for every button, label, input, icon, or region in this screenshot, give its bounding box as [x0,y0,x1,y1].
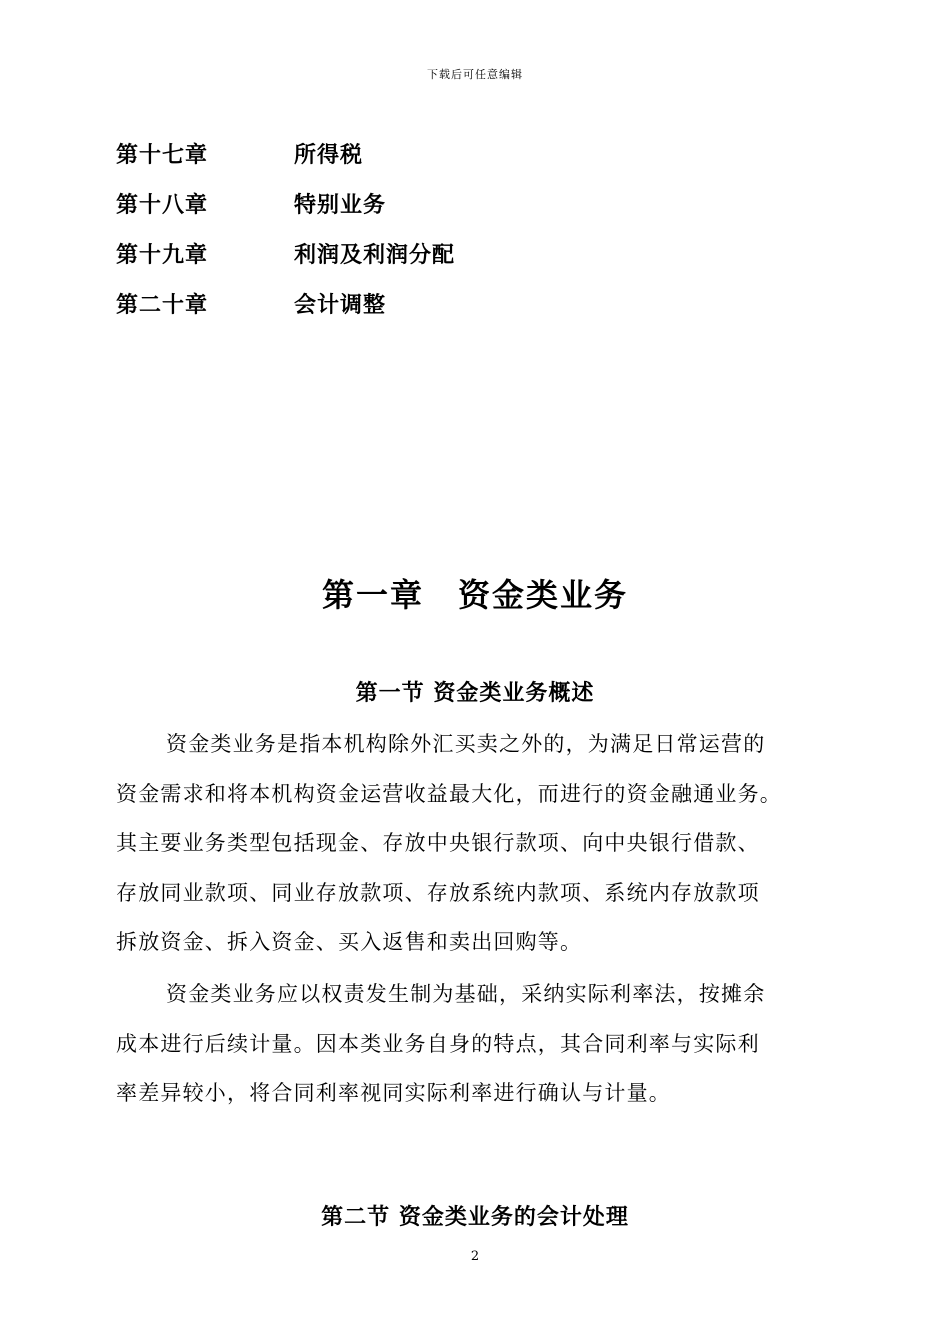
toc-chapter-title: 所得税 [294,141,364,168]
header-note: 下载后可任意编辑 [427,68,523,81]
toc-chapter-title: 利润及利润分配 [294,241,456,268]
body-paragraph [116,720,861,968]
toc-chapter-number: 第十七章 [116,141,209,168]
toc-chapter-number: 第十九章 [116,241,209,268]
paragraph-line: 成本进行后续计量。因本类业务自身的特点，其合同利率与实际利 [116,1031,760,1056]
toc-row [116,178,716,228]
paragraph-line: 资金类业务应以权责发生制为基础，采纳实际利率法，按摊余 [166,982,766,1006]
page-number: 2 [470,1249,480,1264]
toc-row [116,278,716,328]
toc-chapter-title: 特别业务 [294,191,387,218]
paragraph-line: 率差异较小，将合同利率视同实际利率进行确认与计量。 [116,1081,671,1105]
section-title: 第一节 资金类业务概述 [355,680,595,706]
paragraph-line: 存放同业款项、同业存放款项、存放系统内款项、系统内存放款项 [116,880,760,905]
toc-row [116,228,716,278]
toc-chapter-number: 第十八章 [116,191,209,218]
body-paragraph [116,970,861,1119]
toc-chapter-number: 第二十章 [116,291,209,318]
toc-chapter-title: 会计调整 [294,291,387,318]
paragraph-line: 资金类业务是指本机构除外汇买卖之外的，为满足日常运营的 [166,732,766,756]
table-of-contents [116,128,716,328]
section-title: 第二节 资金类业务的会计处理 [321,1204,629,1230]
chapter-title: 第一章 资金类业务 [321,576,628,614]
paragraph-line: 资金需求和将本机构资金运营收益最大化，而进行的资金融通业务。 [116,781,782,806]
paragraph-line: 拆放资金、拆入资金、买入返售和卖出回购等。 [116,930,583,954]
paragraph-line: 其主要业务类型包括现金、存放中央银行款项、向中央银行借款、 [116,831,760,855]
toc-row [116,128,716,178]
